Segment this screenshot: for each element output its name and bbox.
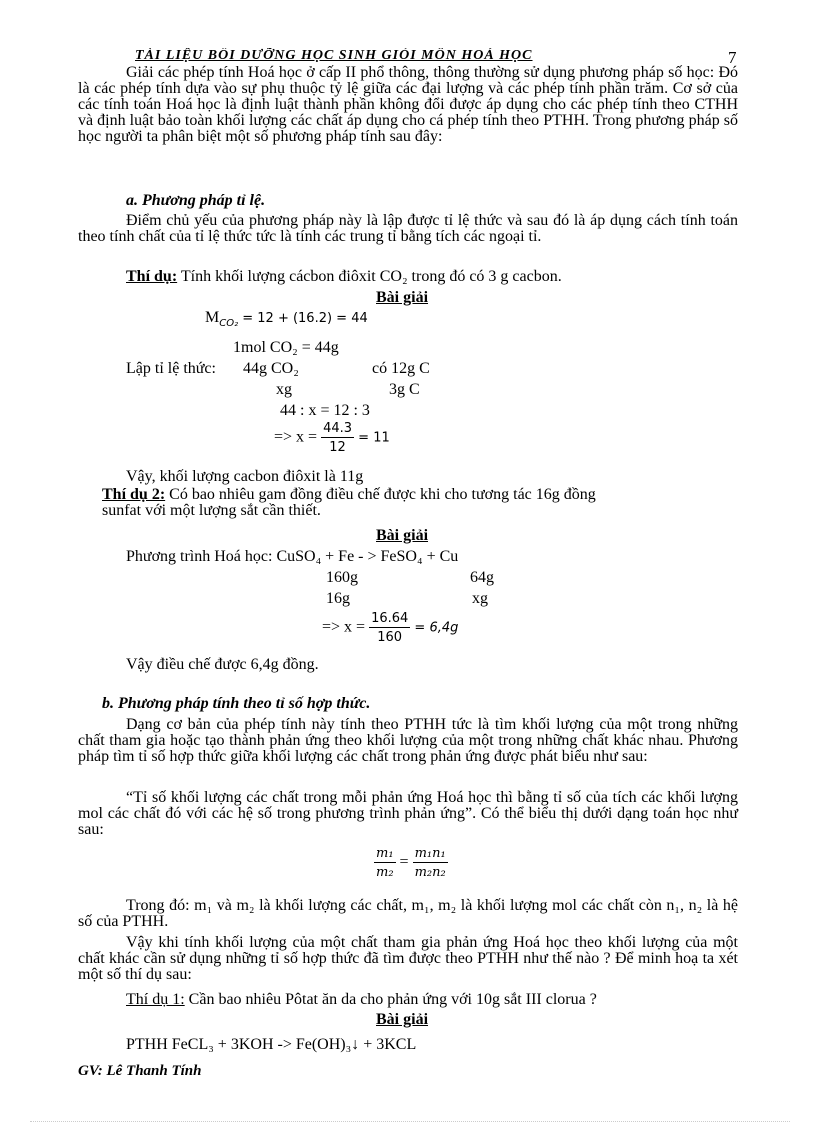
example-2-text: Có bao nhiêu gam đồng điều chế được khi cho tương tác 16g đồng [165, 486, 596, 503]
section-b-text-2: “Tỉ số khối lượng các chất trong mỗi phản ứng Hoá học thì bằng tỉ số của tích các khối lượng mol các chất đó với các hệ số trong phương trình phản ứng”. Có thể biểu thị dưới dạng toán học như sau: [78, 789, 738, 838]
ratio-row-1-right: có 12g C [372, 360, 430, 377]
section-b-text-4: Vậy khi tính khối lượng của một chất tham gia phản ứng Hoá học theo khối lượng của một chất khác cần sử dụng những tỉ số hợp thức đã tìm được theo PTHH như thế nào ? Để minh hoạ ta xét một số thí dụ sau: [78, 934, 738, 983]
ratio-row-3: 44 : x = 12 : 3 [280, 402, 370, 419]
molar-mass-expression: = 12 + (16.2) = 44 [238, 311, 368, 326]
section-b-solution-title: Bài giải [376, 1011, 429, 1028]
page-number: 7 [728, 48, 737, 67]
example-1-solution-title: Bài giải [376, 289, 429, 306]
section-a-heading: a. Phương pháp tỉ lệ. [126, 192, 266, 209]
solve-x-fraction [321, 421, 354, 455]
ratio-row-2-right: 3g C [389, 381, 420, 398]
molar-mass-line [205, 309, 368, 329]
fraction-denominator: m₂n₂ [414, 865, 446, 880]
fraction-denominator: m₂ [376, 865, 394, 880]
solve-x-line [274, 421, 390, 455]
example-1-text: Tính khối lượng cácbon điôxit CO₂ trong đó có 3 g cacbon. [177, 268, 562, 285]
section-b-paragraph-1 [78, 717, 738, 765]
header-title: TÀI LIỆU BỒI DƯỠNG HỌC SINH GIỎI MÔN HOÁ HỌC [135, 48, 533, 62]
intro-text: Giải các phép tính Hoá học ở cấp II phổ thông, thông thường sử dụng phương pháp số học: Đó là các phép tính dựa vào sự phụ thuộc tỷ lệ giữa các đại lượng và các phép tính phần trăm. Cơ sở của các tính toán Hoá học là định luật thành phần không đổi được áp dụng cho các phép tính theo CTHH và định luật bảo toàn khối lượng các chất áp dụng cho cá phép tính theo PTHH. Trong phương pháp số học người ta phân biệt một số phương pháp tính sau đây: [78, 64, 738, 145]
formula-equals: = [395, 853, 413, 871]
example-2-solution-title: Bài giải [376, 527, 429, 544]
ex2-row-1-right: 64g [470, 569, 494, 586]
molar-mass-subscript: CO₂ [219, 318, 239, 330]
section-b-text-1: Dạng cơ bản của phép tính này tính theo PTHH tức là tìm khối lượng của một trong những chất tham gia hoặc tạo thành phản ứng theo khối lượng của một trong những chất khác nhau. Phương pháp tìm tỉ số hợp thức giữa khối lượng các chất trong phản ứng được phát biểu như sau: [78, 716, 738, 765]
section-a-text: Điểm chủ yếu của phương pháp này là lập được tỉ lệ thức và sau đó là áp dụng cách tính toán theo tính chất của tỉ lệ thức tức là tính các trung tỉ bằng tích các ngoại tỉ. [78, 212, 738, 245]
fraction-denominator: 12 [329, 440, 346, 455]
example-1-label: Thí dụ: [126, 268, 178, 285]
ex2-row-2-left: 16g [326, 590, 350, 607]
fraction-numerator: 16.64 [371, 611, 409, 626]
section-b-heading: b. Phương pháp tính theo tỉ số hợp thức. [102, 695, 371, 712]
fraction-numerator: 44.3 [323, 421, 353, 436]
section-b-equation: PTHH FeCL₃ + 3KOH -> Fe(OH)₃↓ + 3KCL [126, 1036, 417, 1053]
section-b-paragraph-4 [78, 935, 738, 983]
example-1-statement [126, 268, 562, 286]
section-b-example-1-text: Cần bao nhiêu Pôtat ăn da cho phản ứng với 10g sắt III clorua ? [184, 991, 597, 1008]
solve-x-result: = 11 [354, 430, 390, 446]
solve-x-prefix: => x = [274, 428, 322, 446]
footer-author: GV: Lê Thanh Tính [78, 1063, 202, 1079]
example-2-conclusion: Vậy điều chế được 6,4g đồng. [126, 656, 319, 673]
example-2-statement-cont: sunfat với một lượng sắt cần thiết. [102, 502, 321, 519]
section-b-text-3: Trong đó: m₁ và m₂ là khối lượng các chất, m₁, m₂ là khối lượng mol các chất còn n₁, n₂ là hệ số của PTHH. [78, 897, 738, 930]
ex2-row-2-right: xg [472, 590, 488, 607]
fraction-numerator: m₁n₁ [414, 846, 446, 861]
ratio-row-1-left: 44g CO₂ [243, 360, 299, 377]
section-a-paragraph [78, 213, 738, 245]
molar-mass-symbol: M [205, 309, 220, 326]
stoichiometry-formula [374, 846, 448, 880]
fraction-numerator: m₁ [376, 846, 394, 861]
example-1-conclusion: Vậy, khối lượng cacbon điôxit là 11g [126, 468, 364, 485]
ex2-solve-line [322, 611, 458, 645]
ex2-solve-fraction [369, 611, 410, 645]
section-b-paragraph-2 [78, 790, 738, 838]
section-b-example-1-label: Thí dụ 1: [126, 991, 185, 1008]
page-bottom-rule [30, 1121, 790, 1122]
example-2-equation: Phương trình Hoá học: CuSO₄ + Fe - > FeSO₄ + Cu [126, 548, 459, 565]
ex2-solve-result: = 6,4g [410, 620, 459, 636]
ex2-row-1-left: 160g [326, 569, 358, 586]
ratio-label: Lập tỉ lệ thức: [126, 360, 216, 377]
example-2-label: Thí dụ 2: [102, 486, 166, 503]
mol-line: 1mol CO₂ = 44g [233, 339, 339, 356]
intro-paragraph [78, 65, 738, 145]
ex2-solve-prefix: => x = [322, 618, 370, 636]
formula-left-fraction [374, 846, 396, 880]
fraction-denominator: 160 [377, 630, 403, 645]
formula-right-fraction [413, 846, 448, 880]
section-b-paragraph-3 [78, 898, 738, 930]
ratio-row-2-left: xg [276, 381, 292, 398]
section-b-example-1-statement [126, 991, 597, 1009]
